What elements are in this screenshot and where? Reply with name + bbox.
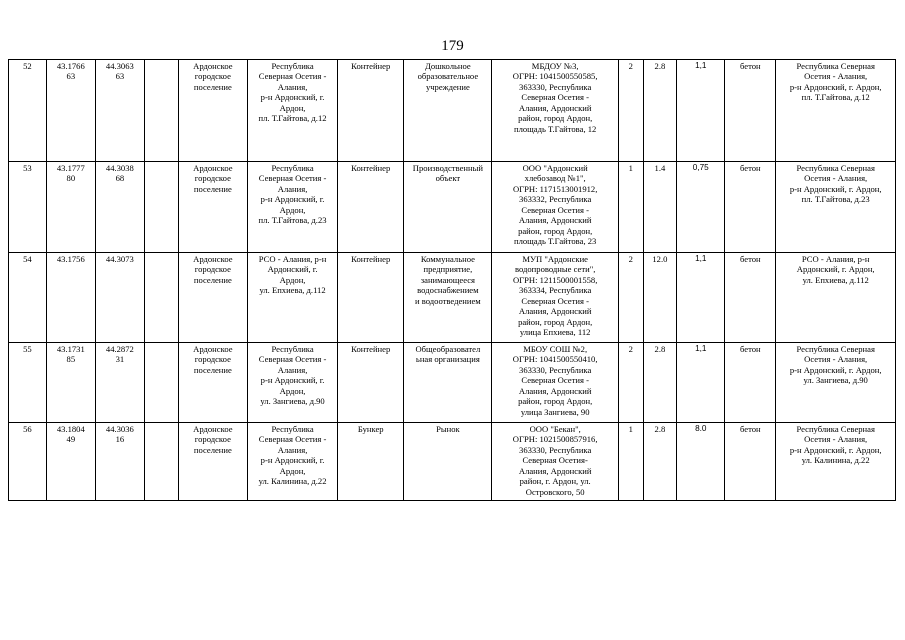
cell-settlement: Ардонское городское поселение	[178, 162, 247, 253]
cell-num: 52	[9, 60, 47, 162]
cell-area: 12.0	[643, 253, 677, 343]
cell-type: Бункер	[338, 423, 404, 501]
cell-blank	[144, 60, 178, 162]
cell-served: Республика Северная Осетия - Алания, р-н Ардонский, г. Ардон, ул. Зангиева, д.90	[776, 343, 896, 423]
table-row	[9, 343, 896, 423]
cell-blank	[144, 253, 178, 343]
cell-blank	[144, 423, 178, 501]
cell-settlement: Ардонское городское поселение	[178, 60, 247, 162]
waste-sites-table	[8, 59, 896, 501]
cell-lon: 44.3038 68	[95, 162, 144, 253]
cell-area: 2.8	[643, 343, 677, 423]
cell-settlement: Ардонское городское поселение	[178, 253, 247, 343]
cell-address: Республика Северная Осетия - Алания, р-н Ардонский, г. Ардон, ул. Калинина, д.22	[248, 423, 338, 501]
cell-type: Контейнер	[338, 253, 404, 343]
table-body	[9, 60, 896, 501]
cell-blank	[144, 343, 178, 423]
cell-surface: бетон	[725, 253, 776, 343]
cell-area: 2.8	[643, 423, 677, 501]
cell-served: РСО - Алания, р-н Ардонский, г. Ардон, ул. Епхиева, д.112	[776, 253, 896, 343]
table-row	[9, 60, 896, 162]
cell-num: 53	[9, 162, 47, 253]
cell-count: 2	[619, 60, 644, 162]
cell-source: Рынок	[404, 423, 492, 501]
cell-area: 1.4	[643, 162, 677, 253]
cell-count: 1	[619, 162, 644, 253]
cell-lat: 43.1766 63	[46, 60, 95, 162]
cell-type: Контейнер	[338, 343, 404, 423]
cell-owner: ООО "Ардонский хлебозавод №1", ОГРН: 1171513001912, 363332, Республика Северная Осетия - Алания, Ардонский район, город Ардон, площадь Т.Гайтова, 23	[492, 162, 619, 253]
cell-surface: бетон	[725, 343, 776, 423]
cell-source: Коммунальное предприятие, занимающееся водоснабжением и водоотведением	[404, 253, 492, 343]
cell-lon: 44.3036 16	[95, 423, 144, 501]
cell-blank	[144, 162, 178, 253]
cell-volume: 0,75	[677, 162, 725, 253]
cell-volume: 8.0	[677, 423, 725, 501]
cell-address: Республика Северная Осетия - Алания, р-н Ардонский, г. Ардон, пл. Т.Гайтова, д.12	[248, 60, 338, 162]
cell-address: РСО - Алания, р-н Ардонский, г. Ардон, ул. Епхиева, д.112	[248, 253, 338, 343]
cell-area: 2.8	[643, 60, 677, 162]
cell-lat: 43.1804 49	[46, 423, 95, 501]
cell-address: Республика Северная Осетия - Алания, р-н Ардонский, г. Ардон, ул. Зангиева, д.90	[248, 343, 338, 423]
cell-type: Контейнер	[338, 60, 404, 162]
cell-lon: 44.2872 31	[95, 343, 144, 423]
cell-settlement: Ардонское городское поселение	[178, 343, 247, 423]
table-row	[9, 423, 896, 501]
cell-owner: МУП "Ардонские водопроводные сети", ОГРН: 1211500001558, 363334, Республика Северная Осетия - Алания, Ардонский район, город Ардон, улица Епхиева, 112	[492, 253, 619, 343]
cell-lon: 44.3063 63	[95, 60, 144, 162]
cell-volume: 1,1	[677, 343, 725, 423]
cell-count: 1	[619, 423, 644, 501]
cell-settlement: Ардонское городское поселение	[178, 423, 247, 501]
cell-served: Республика Северная Осетия - Алания, р-н Ардонский, г. Ардон, пл. Т.Гайтова, д.23	[776, 162, 896, 253]
cell-source: Дошкольное образовательное учреждение	[404, 60, 492, 162]
cell-num: 56	[9, 423, 47, 501]
cell-owner: ООО "Бекан", ОГРН: 1021500857916, 363330, Республика Северная Осетия- Алания, Ардонский район, г. Ардон, ул. Островского, 50	[492, 423, 619, 501]
cell-owner: МБОУ СОШ №2, ОГРН: 1041500550410, 363330, Республика Северная Осетия - Алания, Ардонский район, город Ардон, улица Зангиева, 90	[492, 343, 619, 423]
table-row	[9, 162, 896, 253]
cell-count: 2	[619, 343, 644, 423]
cell-surface: бетон	[725, 423, 776, 501]
cell-type: Контейнер	[338, 162, 404, 253]
cell-source: Общеобразовател ьная организация	[404, 343, 492, 423]
cell-num: 54	[9, 253, 47, 343]
cell-owner: МБДОУ №3, ОГРН: 1041500550585, 363330, Республика Северная Осетия - Алания, Ардонский район, город Ардон, площадь Т.Гайтова, 12	[492, 60, 619, 162]
page-number: 179	[441, 38, 464, 54]
cell-num: 55	[9, 343, 47, 423]
cell-lat: 43.1756	[46, 253, 95, 343]
cell-volume: 1,1	[677, 60, 725, 162]
cell-lon: 44.3073	[95, 253, 144, 343]
cell-address: Республика Северная Осетия - Алания, р-н Ардонский, г. Ардон, пл. Т.Гайтова, д.23	[248, 162, 338, 253]
cell-surface: бетон	[725, 60, 776, 162]
cell-served: Республика Северная Осетия - Алания, р-н Ардонский, г. Ардон, ул. Калинина, д.22	[776, 423, 896, 501]
cell-count: 2	[619, 253, 644, 343]
cell-source: Производственный объект	[404, 162, 492, 253]
cell-surface: бетон	[725, 162, 776, 253]
cell-volume: 1,1	[677, 253, 725, 343]
cell-lat: 43.1731 85	[46, 343, 95, 423]
cell-lat: 43.1777 80	[46, 162, 95, 253]
table-row	[9, 253, 896, 343]
cell-served: Республика Северная Осетия - Алания, р-н Ардонский, г. Ардон, пл. Т.Гайтова, д.12	[776, 60, 896, 162]
